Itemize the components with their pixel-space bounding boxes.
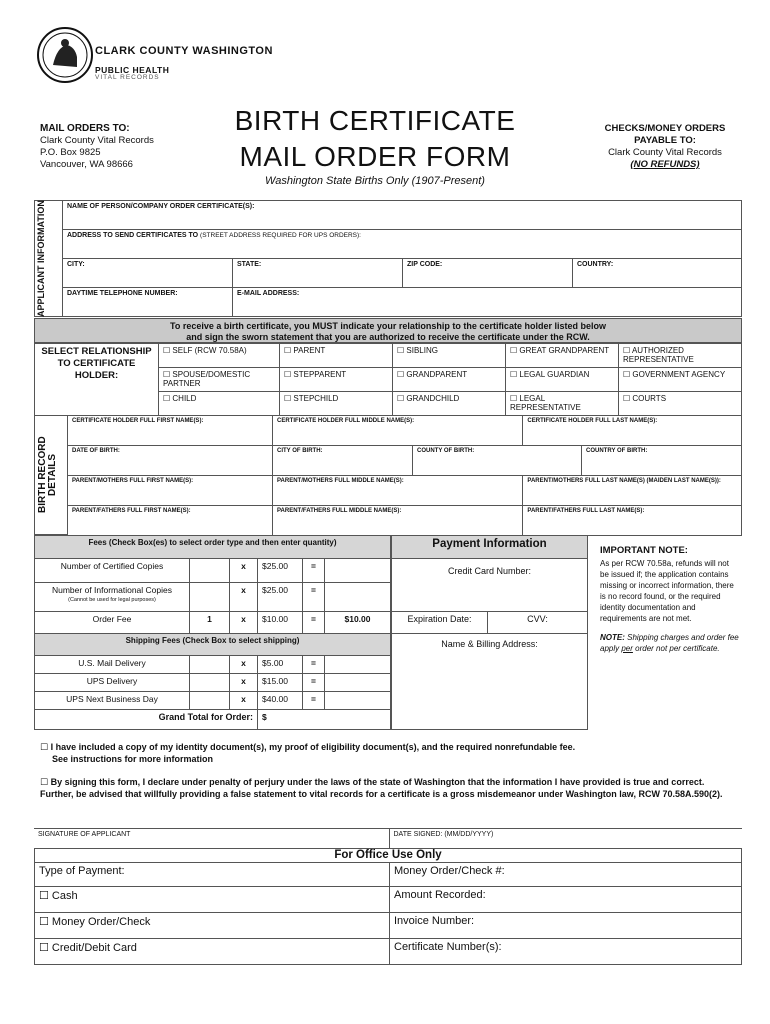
- banner-line-2: and sign the sworn statement that you are authorized to receive the certificate under the RCW.: [186, 332, 590, 342]
- payable-block: [590, 123, 740, 171]
- certified-qty-input[interactable]: [190, 559, 230, 583]
- opt-legal-guardian[interactable]: ☐ LEGAL GUARDIAN: [506, 368, 619, 392]
- mail-line: Vancouver, WA 98666: [40, 159, 133, 170]
- ups-checkbox[interactable]: [190, 674, 230, 692]
- page-title: [200, 103, 550, 175]
- ups-next-label: UPS Next Business Day: [35, 692, 190, 710]
- card-number-field[interactable]: [392, 559, 588, 612]
- shipping-header: Shipping Fees (Check Box to select shipping): [35, 634, 391, 656]
- org-division: VITAL RECORDS: [95, 74, 160, 81]
- signature-field[interactable]: [34, 829, 389, 849]
- org-name: CLARK COUNTY WASHINGTON: [95, 45, 273, 57]
- fees-table: [34, 535, 391, 730]
- x-sign: x: [230, 559, 258, 583]
- shipping-note-label: NOTE:: [600, 633, 625, 642]
- shipping-note-per: per: [621, 644, 633, 653]
- opt-grandchild[interactable]: ☐ GRANDCHILD: [393, 392, 506, 416]
- opt-parent[interactable]: ☐ PARENT: [280, 344, 393, 368]
- dob-label: DATE OF BIRTH:: [72, 448, 120, 454]
- relationship-table: [34, 343, 742, 416]
- applicant-section-label: APPLICANT INFORMATION: [36, 200, 46, 317]
- card-number-label: Credit Card Number:: [447, 566, 532, 576]
- sworn-statement-text: ☐ By signing this form, I declare under penalty of perjury under the laws of the state of Washington that the information I have provided is true and correct. Further, be advised that willfully providing a false statement to vital records for a certificate is a gross misdemeanor under Washington law, RCW 70.58A.590(2).: [40, 777, 723, 799]
- invoice-number-field[interactable]: [390, 913, 742, 939]
- office-use-header: For Office Use Only: [35, 849, 742, 863]
- mother-last-name-field[interactable]: [523, 476, 742, 506]
- usps-checkbox[interactable]: [190, 656, 230, 674]
- usps-total-input[interactable]: [325, 656, 391, 674]
- opt-legal-representative[interactable]: ☐ LEGAL REPRESENTATIVE: [506, 392, 619, 416]
- mother-middle-name-label: PARENT/MOTHERS FULL MIDDLE NAME(S):: [277, 478, 404, 484]
- usps-price: $5.00: [258, 656, 303, 674]
- office-use-table: [34, 848, 742, 965]
- father-middle-name-label: PARENT/FATHERS FULL MIDDLE NAME(S):: [277, 508, 402, 514]
- payment-table: [391, 535, 588, 730]
- holder-first-name-field[interactable]: [68, 416, 273, 446]
- org-dept: PUBLIC HEALTH: [95, 65, 170, 75]
- amount-recorded-field[interactable]: [390, 887, 742, 913]
- grand-total-label: Grand Total for Order:: [35, 710, 258, 730]
- opt-great-grandparent[interactable]: ☐ GREAT GRANDPARENT: [506, 344, 619, 368]
- dollar-sign: $: [262, 712, 267, 722]
- ups-next-checkbox[interactable]: [190, 692, 230, 710]
- order-fee-total: $10.00: [325, 612, 391, 634]
- holder-middle-name-field[interactable]: [273, 416, 523, 446]
- payment-header: Payment Information: [392, 536, 588, 559]
- state-label: STATE:: [237, 261, 262, 268]
- cvv-label: CVV:: [527, 614, 548, 624]
- eq-sign: =: [303, 559, 325, 583]
- certified-copies-label: Number of Certified Copies: [35, 559, 190, 583]
- country-of-birth-field[interactable]: [582, 446, 742, 476]
- holder-first-name-label: CERTIFICATE HOLDER FULL FIRST NAME(S):: [72, 418, 204, 424]
- city-field[interactable]: [63, 259, 233, 288]
- money-order-checkbox[interactable]: ☐ Money Order/Check: [35, 913, 390, 939]
- cash-checkbox[interactable]: ☐ Cash: [35, 887, 390, 913]
- title-line-2: MAIL ORDER FORM: [239, 141, 511, 172]
- father-first-name-label: PARENT/FATHERS FULL FIRST NAME(S):: [72, 508, 191, 514]
- id-statement-line-1: ☐ I have included a copy of my identity document(s), my proof of eligibility document(s), and the required nonrefundable fee.: [40, 742, 576, 752]
- informational-total-input[interactable]: [325, 583, 391, 612]
- order-fee-qty: 1: [190, 612, 230, 634]
- county-of-birth-field[interactable]: [413, 446, 582, 476]
- usps-label: U.S. Mail Delivery: [35, 656, 190, 674]
- certified-total-input[interactable]: [325, 559, 391, 583]
- certificate-numbers-label: Certificate Number(s):: [394, 941, 502, 953]
- mother-middle-name-field[interactable]: [273, 476, 523, 506]
- no-refunds: (NO REFUNDS): [630, 159, 700, 170]
- title-line-1: BIRTH CERTIFICATE: [234, 105, 516, 136]
- holder-last-name-label: CERTIFICATE HOLDER FULL LAST NAME(S):: [527, 418, 658, 424]
- mother-last-name-label: PARENT/MOTHERS FULL LAST NAME(S) (MAIDEN LAST NAME(S)):: [527, 478, 721, 484]
- x-sign: x: [230, 583, 258, 612]
- select-relationship-label: SELECT RELATIONSHIP TO CERTIFICATE HOLDER:: [35, 344, 159, 416]
- city-of-birth-label: CITY OF BIRTH:: [277, 448, 323, 454]
- opt-authorized-rep[interactable]: ☐ AUTHORIZED REPRESENTATIVE: [619, 344, 742, 368]
- mail-to-label: MAIL ORDERS TO:: [40, 123, 130, 134]
- dob-field[interactable]: [68, 446, 273, 476]
- zip-field[interactable]: [403, 259, 573, 288]
- ups-next-price: $40.00: [258, 692, 303, 710]
- informational-qty-input[interactable]: [190, 583, 230, 612]
- country-of-birth-label: COUNTRY OF BIRTH:: [586, 448, 648, 454]
- informational-copies-cell: [35, 583, 190, 612]
- eq-sign: =: [303, 656, 325, 674]
- signature-table: [34, 828, 742, 849]
- x-sign: x: [230, 656, 258, 674]
- ups-label: UPS Delivery: [35, 674, 190, 692]
- ups-next-total-input[interactable]: [325, 692, 391, 710]
- opt-courts[interactable]: ☐ COURTS: [619, 392, 742, 416]
- phone-field[interactable]: [63, 288, 233, 317]
- holder-last-name-field[interactable]: [523, 416, 742, 446]
- opt-sibling[interactable]: ☐ SIBLING: [393, 344, 506, 368]
- id-statement-checkbox[interactable]: [40, 741, 740, 765]
- date-signed-field[interactable]: [389, 829, 742, 849]
- country-label: COUNTRY:: [577, 261, 614, 268]
- opt-child[interactable]: ☐ CHILD: [159, 392, 280, 416]
- address-label: ADDRESS TO SEND CERTIFICATES TO: [67, 232, 199, 239]
- payable-name: Clark County Vital Records: [608, 147, 722, 158]
- eq-sign: =: [303, 612, 325, 634]
- city-label: CITY:: [67, 261, 85, 268]
- money-order-number-field[interactable]: [390, 863, 742, 887]
- address-note: (STREET ADDRESS REQUIRED FOR UPS ORDERS):: [200, 232, 361, 239]
- mail-line: Clark County Vital Records: [40, 135, 154, 146]
- state-field[interactable]: [233, 259, 403, 288]
- expiration-label: Expiration Date:: [407, 614, 472, 624]
- fees-header: Fees (Check Box(es) to select order type and then enter quantity): [35, 536, 391, 559]
- important-note-body: As per RCW 70.58a, refunds will not be issued if; the application contains missing or incorrect information, there is no record found, or the required identity documentation and requirements are not met.: [600, 559, 734, 623]
- mail-to-block: [40, 123, 154, 171]
- important-note-title: IMPORTANT NOTE:: [600, 545, 688, 556]
- payable-label: CHECKS/MONEY ORDERS: [604, 123, 726, 134]
- expiration-field[interactable]: [392, 612, 488, 634]
- county-seal-icon: [35, 25, 95, 85]
- shipping-note-text-2: order not per certificate.: [635, 644, 720, 653]
- page-subtitle: Washington State Births Only (1907-Present): [265, 175, 485, 187]
- applicant-name-label: NAME OF PERSON/COMPANY ORDER CERTIFICATE(S):: [67, 203, 255, 210]
- country-field[interactable]: [573, 259, 742, 288]
- opt-stepchild[interactable]: ☐ STEPCHILD: [280, 392, 393, 416]
- opt-stepparent[interactable]: ☐ STEPPARENT: [280, 368, 393, 392]
- informational-note: (Cannot be used for legal purposes): [68, 597, 156, 603]
- banner-line-1: To receive a birth certificate, you MUST indicate your relationship to the certificate holder listed below: [170, 321, 606, 331]
- x-sign: x: [230, 692, 258, 710]
- type-of-payment-label: Type of Payment:: [35, 863, 390, 887]
- order-fee-label: Order Fee: [35, 612, 190, 634]
- mother-first-name-label: PARENT/MOTHERS FULL FIRST NAME(S):: [72, 478, 194, 484]
- opt-grandparent[interactable]: ☐ GRANDPARENT: [393, 368, 506, 392]
- email-field[interactable]: [233, 288, 742, 317]
- money-order-number-label: Money Order/Check #:: [394, 865, 505, 877]
- billing-address-field[interactable]: [392, 634, 588, 730]
- applicant-name-field[interactable]: [63, 201, 742, 230]
- mother-first-name-field[interactable]: [68, 476, 273, 506]
- certified-price: $25.00: [258, 559, 303, 583]
- certificate-numbers-field[interactable]: [390, 939, 742, 965]
- cvv-field[interactable]: [488, 612, 588, 634]
- x-sign: x: [230, 612, 258, 634]
- opt-government-agency[interactable]: ☐ GOVERNMENT AGENCY: [619, 368, 742, 392]
- eq-sign: =: [303, 674, 325, 692]
- amount-recorded-label: Amount Recorded:: [394, 889, 486, 901]
- phone-label: DAYTIME TELEPHONE NUMBER:: [67, 290, 178, 297]
- eq-sign: =: [303, 583, 325, 612]
- mail-line: P.O. Box 9825: [40, 147, 101, 158]
- father-last-name-field[interactable]: [523, 506, 742, 536]
- sworn-statement-checkbox[interactable]: [40, 776, 740, 800]
- date-signed-label: DATE SIGNED: (MM/DD/YYYY): [393, 831, 494, 838]
- informational-price: $25.00: [258, 583, 303, 612]
- credit-card-checkbox[interactable]: ☐ Credit/Debit Card: [35, 939, 390, 965]
- opt-spouse[interactable]: ☐ SPOUSE/DOMESTIC PARTNER: [159, 368, 280, 392]
- order-fee-price: $10.00: [258, 612, 303, 634]
- shipping-note: [600, 632, 740, 654]
- ups-total-input[interactable]: [325, 674, 391, 692]
- important-note: [600, 545, 740, 654]
- x-sign: x: [230, 674, 258, 692]
- address-field[interactable]: [63, 230, 742, 259]
- father-last-name-label: PARENT/FATHERS FULL LAST NAME(S):: [527, 508, 645, 514]
- grand-total-input[interactable]: [258, 710, 391, 730]
- email-label: E-MAIL ADDRESS:: [237, 290, 300, 297]
- zip-label: ZIP CODE:: [407, 261, 443, 268]
- father-middle-name-field[interactable]: [273, 506, 523, 536]
- billing-address-label: Name & Billing Address:: [441, 639, 538, 649]
- applicant-table: [62, 200, 742, 317]
- eq-sign: =: [303, 692, 325, 710]
- id-statement-line-2: See instructions for more information: [52, 754, 214, 764]
- signature-label: SIGNATURE OF APPLICANT: [38, 831, 131, 838]
- birth-table: [67, 415, 742, 536]
- ups-price: $15.00: [258, 674, 303, 692]
- shipping-note-text: Shipping charges and order fee apply: [600, 633, 739, 653]
- payable-label-2: PAYABLE TO:: [634, 135, 696, 146]
- holder-middle-name-label: CERTIFICATE HOLDER FULL MIDDLE NAME(S):: [277, 418, 415, 424]
- city-of-birth-field[interactable]: [273, 446, 413, 476]
- opt-self[interactable]: ☐ SELF (RCW 70.58A): [159, 344, 280, 368]
- informational-copies-label: Number of Informational Copies: [51, 585, 172, 595]
- relationship-banner: [34, 318, 742, 343]
- birth-section-label: BIRTH RECORD DETAILS: [37, 436, 58, 514]
- county-of-birth-label: COUNTY OF BIRTH:: [417, 448, 475, 454]
- invoice-number-label: Invoice Number:: [394, 915, 475, 927]
- father-first-name-field[interactable]: [68, 506, 273, 536]
